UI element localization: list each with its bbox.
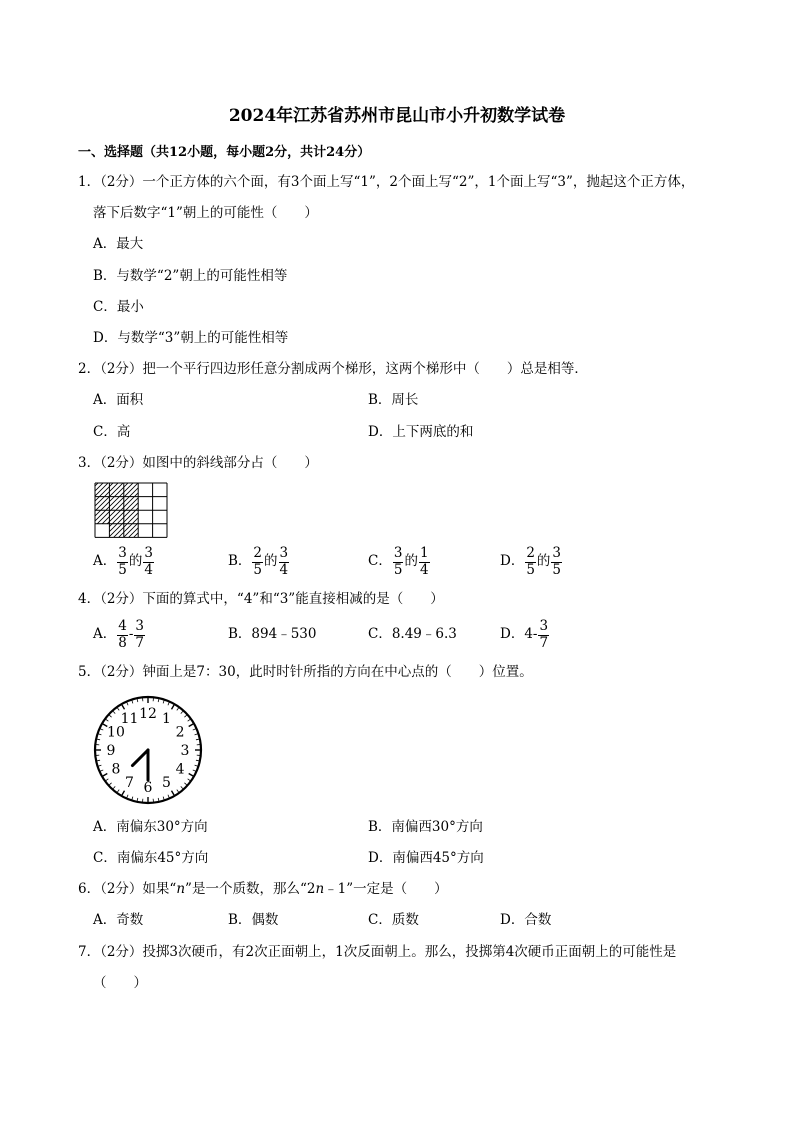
clock-tick (181, 786, 183, 788)
shaded-cell (124, 483, 138, 497)
clock-tick (113, 711, 115, 713)
fraction: $\frac{4}{8}$ (118, 618, 127, 651)
question-1-option-d[interactable]: D．与数学“3”朝上的可能性相等 (93, 330, 289, 346)
of-word: 的 (404, 553, 418, 570)
clock-face-figure (92, 694, 204, 806)
variable-n: n (176, 881, 186, 897)
clock-tick (163, 797, 164, 800)
question-6-option-a[interactable]: A．奇数 (93, 912, 144, 928)
clock-tick (106, 719, 108, 721)
question-5-stem: 5．（2分）钟面上是7：30，此时时针所指的方向在中心点的（ ）位置。 (78, 664, 533, 680)
clock-number: 6 (143, 780, 153, 796)
clock-tick (184, 783, 186, 785)
question-4-option-c[interactable]: C．8.49﹣6.3 (368, 626, 457, 642)
question-4-stem: 4．（2分）下面的算式中，“4”和“3”能直接相减的是（ ） (78, 591, 444, 607)
clock-tick (117, 790, 119, 792)
clock-number: 12 (139, 706, 157, 722)
section-heading: 一、选择题（共12小题，每小题2分，共计24分） (78, 145, 371, 160)
page-title: 2024年江苏省苏州市昆山市小升初数学试卷 (228, 106, 566, 126)
question-4-option-b[interactable]: B．894﹣530 (228, 626, 317, 642)
clock-tick (100, 770, 103, 771)
clock-tick (106, 779, 108, 781)
clock-number: 10 (107, 724, 125, 741)
of-word: 的 (128, 553, 143, 570)
clock-tick (195, 765, 198, 766)
whole-number-minus: 4- (524, 626, 538, 643)
shaded-cell (95, 483, 109, 497)
clock-tick (168, 795, 169, 798)
question-5-option-a[interactable]: A．南偏东30°方向 (93, 819, 208, 835)
clock-tick (195, 734, 198, 735)
option-label: A． (93, 626, 117, 643)
clock-tick (137, 699, 138, 702)
shaded-cell (124, 497, 138, 511)
shaded-cell (109, 510, 123, 524)
clock-tick (189, 724, 193, 727)
shaded-cell (124, 510, 138, 524)
question-1-option-b[interactable]: B．与数学“2”朝上的可能性相等 (93, 268, 288, 284)
clock-number: 3 (180, 743, 190, 759)
clock-tick (117, 708, 119, 710)
clock-tick (177, 708, 179, 710)
question-1-stem-line2: 落下后数字“1”朝上的可能性（ ） (93, 205, 318, 221)
clock-tick (181, 711, 183, 713)
clock-tick (193, 729, 196, 730)
option-label: A． (93, 553, 117, 570)
clock-tick (137, 798, 138, 801)
clock-tick (113, 786, 115, 788)
clock-tick (184, 715, 186, 717)
clock-tick (103, 774, 107, 777)
clock-tick (99, 734, 102, 735)
option-label: D． (500, 553, 525, 570)
question-2-option-d[interactable]: D．上下两底的和 (368, 424, 474, 440)
clock-tick (132, 797, 133, 800)
fraction: $\frac{2}{5}$ (526, 545, 535, 578)
question-1-stem-line1: 1．（2分）一个正方体的六个面，有3个面上写“1”，2个面上写“2”，1个面上写“3”，抛起这个正方体， (78, 174, 695, 190)
question-3-stem: 3．（2分）如图中的斜线部分占（ ） (78, 455, 318, 471)
clock-tick (109, 715, 111, 717)
fraction: $\frac{3}{5}$ (118, 545, 127, 578)
clock-tick (163, 701, 164, 704)
clock-number: 7 (125, 775, 134, 792)
fraction: $\frac{3}{7}$ (539, 618, 549, 651)
shaded-cell (124, 524, 138, 538)
clock-hour-hand (132, 750, 148, 766)
shaded-cell (109, 524, 123, 538)
of-word: 的 (264, 553, 278, 570)
clock-tick (132, 701, 133, 704)
question-3-option-c[interactable] (368, 547, 431, 577)
shaded-cell (95, 510, 109, 524)
clock-tick (193, 770, 196, 771)
shaded-cell (109, 497, 123, 511)
clock-number: 11 (120, 710, 139, 727)
clock-tick (127, 702, 128, 705)
fraction: $\frac{3}{4}$ (144, 545, 153, 578)
clock-tick (196, 760, 199, 761)
clock-tick (168, 702, 169, 705)
question-6-option-d[interactable]: D．合数 (500, 912, 552, 928)
fraction: $\frac{3}{7}$ (135, 618, 144, 651)
question-1-option-c[interactable]: C．最小 (93, 299, 144, 315)
clock-tick (158, 699, 159, 702)
option-label: D． (500, 626, 525, 643)
question-2-stem: 2．（2分）把一个平行四边形任意分割成两个梯形，这两个梯形中（ ）总是相等． (78, 361, 588, 377)
clock-tick (158, 798, 159, 801)
question-2-option-c[interactable]: C．高 (93, 424, 131, 440)
question-5-option-b[interactable]: B．南偏西30°方向 (368, 819, 483, 835)
fraction: $\frac{3}{4}$ (279, 545, 289, 578)
shaded-cell (95, 497, 109, 511)
clock-tick (100, 729, 103, 730)
question-3-option-d[interactable] (500, 547, 563, 577)
question-4-option-a[interactable] (93, 620, 146, 650)
clock-tick (99, 765, 102, 766)
clock-number: 2 (175, 724, 185, 741)
question-6-option-c[interactable]: C．质数 (368, 912, 419, 928)
clock-tick (109, 783, 111, 785)
clock-tick (189, 774, 193, 777)
clock-tick (122, 791, 125, 795)
option-label: C． (368, 553, 392, 570)
clock-tick (177, 790, 179, 792)
clock-number: 1 (162, 710, 171, 727)
clock-tick (122, 705, 125, 709)
question-6-option-b[interactable]: B．偶数 (228, 912, 279, 928)
of-word: 的 (536, 553, 551, 570)
question-1-option-a[interactable]: A．最大 (93, 236, 144, 252)
clock-tick (172, 791, 175, 795)
question-3-option-b[interactable] (228, 547, 290, 577)
clock-number: 8 (111, 761, 121, 778)
question-3-option-a[interactable] (93, 547, 155, 577)
question-5-option-d[interactable]: D．南偏西45°方向 (368, 850, 484, 866)
question-4-option-d[interactable] (500, 620, 550, 650)
fraction: $\frac{3}{5}$ (552, 545, 562, 578)
question-5-option-c[interactable]: C．南偏东45°方向 (93, 850, 209, 866)
clock-number: 4 (175, 761, 185, 778)
clock-tick (97, 739, 100, 740)
minus-sign: - (128, 626, 134, 643)
question-7-stem-line1: 7．（2分）投掷3次硬币，有2次正面朝上，1次反面朝上。那么，投掷第4次硬币正面朝上的可能性是 (78, 944, 677, 960)
shaded-cell (109, 483, 123, 497)
option-label: B． (228, 553, 252, 570)
question-2-option-a[interactable]: A．面积 (93, 392, 144, 408)
clock-tick (188, 779, 190, 781)
clock-number: 5 (162, 775, 171, 792)
question-2-option-b[interactable]: B．周长 (368, 392, 419, 408)
clock-tick (97, 760, 100, 761)
clock-tick (127, 795, 128, 798)
fraction: $\frac{1}{4}$ (419, 545, 429, 578)
clock-tick (172, 705, 175, 709)
fraction: $\frac{3}{5}$ (393, 545, 403, 578)
clock-tick (188, 719, 190, 721)
clock-number: 9 (106, 743, 116, 759)
clock-tick (196, 739, 199, 740)
variable-n: n (315, 881, 325, 897)
shaded-grid-figure (94, 482, 168, 538)
fraction: $\frac{2}{5}$ (253, 545, 263, 578)
question-7-stem-line2: （ ） (93, 975, 147, 991)
question-6-stem: 6．（2分）如果“n”是一个质数，那么“2n﹣1”一定是（ ） (78, 881, 448, 897)
